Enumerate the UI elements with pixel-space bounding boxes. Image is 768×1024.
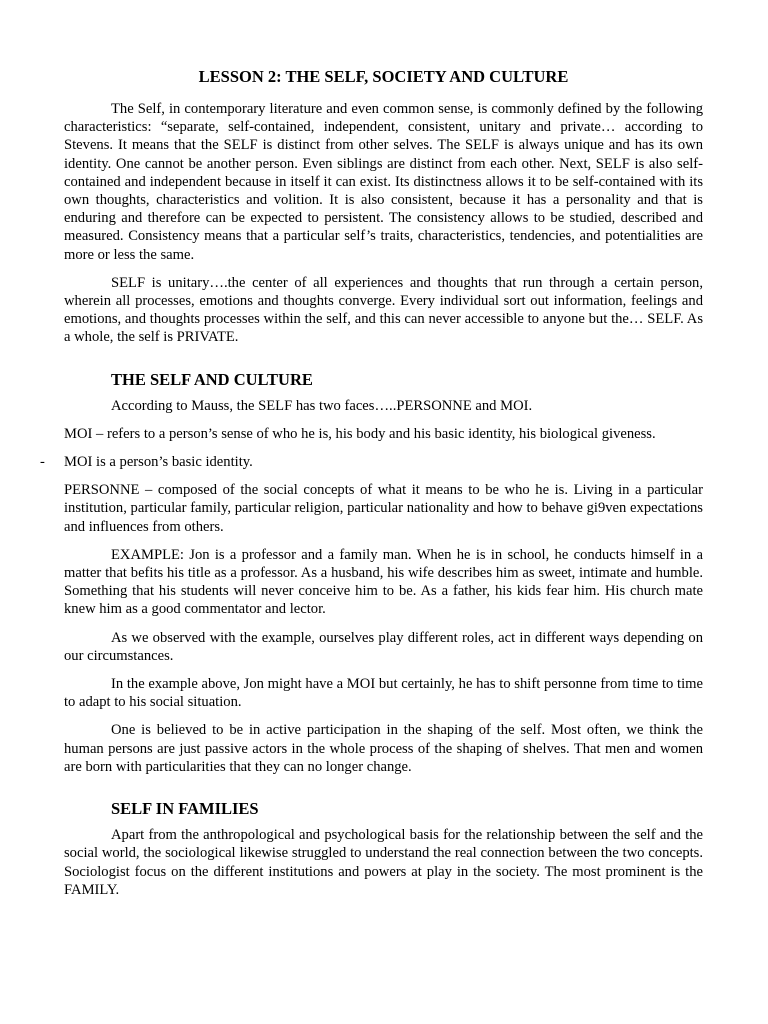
intro-paragraph-2: SELF is unitary….the center of all experiences and thoughts that run through a certain person, wherein all processes, emotions and thoughts converge. Every individual sort out information, feelings and emotions, and thoughts processes within the self, and this can never accessible to anyone but the… SELF. As a whole, the self is PRIVATE.: [64, 274, 703, 346]
personne-definition: PERSONNE – composed of the social concepts of what it means to be who he is. Living in a particular institution, particular family, particular religion, particular nationality and how to behave gi9ven expectations and influences from others.: [64, 482, 703, 535]
bullet-item: [40, 453, 703, 471]
section-heading-self-and-culture: THE SELF AND CULTURE: [111, 369, 313, 389]
mauss-paragraph: According to Mauss, the SELF has two faces…..PERSONNE and MOI.: [111, 397, 533, 414]
observed-paragraph: As we observed with the example, ourselves play different roles, act in different ways depending on our circumstances.: [64, 629, 703, 664]
lesson-title: LESSON 2: THE SELF, SOCIETY AND CULTURE: [198, 67, 569, 86]
document-body: [40, 66, 703, 899]
families-paragraph: Apart from the anthropological and psychological basis for the relationship between the self and the social world, the sociological likewise struggled to understand the real connection between the two concepts. Sociologist focus on the different institutions and powers at play in the society. The most prominent is the FAMILY.: [64, 827, 703, 898]
section-heading-self-in-families: SELF IN FAMILIES: [111, 799, 259, 819]
jon-moi-paragraph: In the example above, Jon might have a MOI but certainly, he has to shift personne from time to time to adapt to his social situation.: [64, 676, 703, 711]
participation-paragraph: One is believed to be in active participation in the shaping of the self. Most often, we think the human persons are just passive actors in the whole process of the shaping of shelves. That men and women are born with particularities that they can no longer change.: [64, 722, 703, 775]
bullet-dash: -: [40, 454, 45, 471]
moi-definition: MOI – refers to a person’s sense of who he is, his body and his basic identity, his biological giveness.: [64, 425, 656, 442]
example-paragraph: EXAMPLE: Jon is a professor and a family man. When he is in school, he conducts himself in a matter that befits his title as a professor. As a husband, his wife describes him as sweet, intimate and humble. Something that his students will never conceive him to be. As a father, his kids fear him. His church mate knew him as a good commentator and lector.: [64, 546, 703, 618]
intro-paragraph-1: The Self, in contemporary literature and even common sense, is commonly defined by the following characteristics: “separate, self-contained, independent, consistent, unitary and private… according to Stevens. It means that the SELF is distinct from other selves. The SELF is always unique and has its own identity. One cannot be another person. Even siblings are distinct from each other. Next, SELF is also self-contained and independent because in itself it can exist. Its distinctness allows it to be self-contained with its own thoughts, characteristics and volition. It is also consistent, because it has a personality and that is enduring and therefore can be expected to persistent. The consistency allows to be studied, described and measured. Consistency means that a particular self’s traits, characteristics, tendencies, and potentialities are more or less the same.: [64, 101, 703, 263]
bullet-text: MOI is a person’s basic identity.: [64, 454, 253, 471]
